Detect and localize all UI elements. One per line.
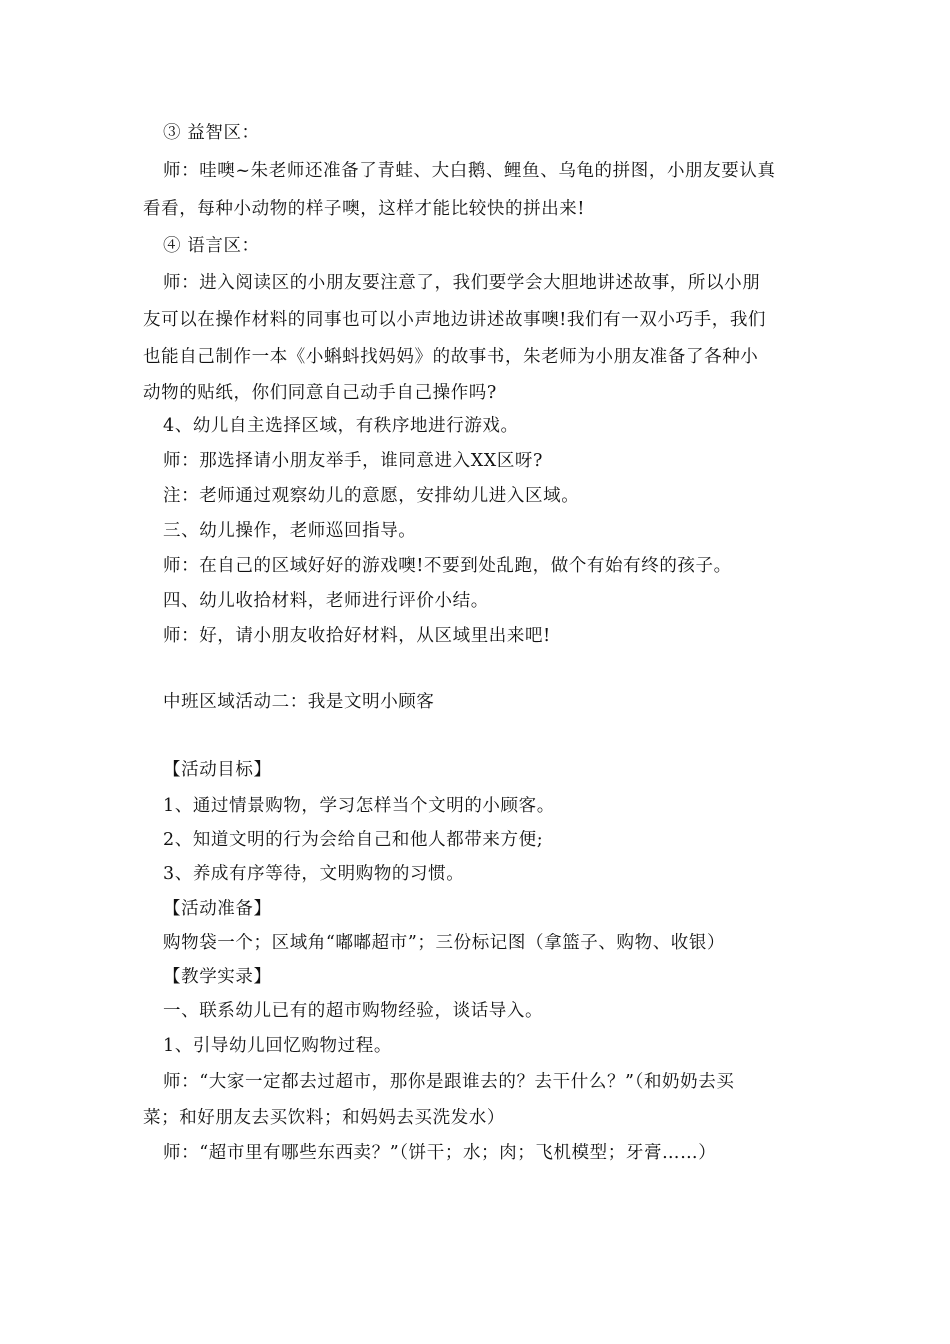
paragraph-line: 动物的贴纸，你们同意自己动手自己操作吗? bbox=[143, 383, 497, 403]
paragraph-line: 师：“超市里有哪些东西卖？”（饼干；水；肉；飞机模型；牙膏……） bbox=[163, 1143, 717, 1163]
section-heading-record: 【教学实录】 bbox=[163, 967, 272, 987]
paragraph-line: 三、幼儿操作，老师巡回指导。 bbox=[163, 521, 417, 541]
list-item: 2、知道文明的行为会给自己和他人都带来方便; bbox=[163, 830, 544, 850]
paragraph-line: 菜；和好朋友去买饮料；和妈妈去买洗发水） bbox=[143, 1108, 505, 1128]
paragraph-line: 注：老师通过观察幼儿的意愿，安排幼儿进入区域。 bbox=[163, 486, 580, 506]
list-item: 1、通过情景购物，学习怎样当个文明的小顾客。 bbox=[163, 796, 555, 816]
activity-title: 中班区域活动二：我是文明小顾客 bbox=[163, 692, 435, 712]
paragraph-line: 师：好，请小朋友收拾好材料，从区域里出来吧! bbox=[163, 626, 551, 646]
list-item: 1、引导幼儿回忆购物过程。 bbox=[163, 1036, 392, 1056]
section-heading-puzzle-area: ③ 益智区： bbox=[163, 123, 260, 143]
section-heading-language-area: ④ 语言区： bbox=[163, 236, 260, 256]
paragraph-line: 师：那选择请小朋友举手，谁同意进入XX区呀? bbox=[163, 451, 543, 471]
paragraph-line: 一、联系幼儿已有的超市购物经验，谈话导入。 bbox=[163, 1001, 544, 1021]
paragraph-line: 师：在自己的区域好好的游戏噢!不要到处乱跑，做个有始有终的孩子。 bbox=[163, 556, 732, 576]
section-heading-goals: 【活动目标】 bbox=[163, 760, 272, 780]
list-item: 3、养成有序等待，文明购物的习惯。 bbox=[163, 864, 465, 884]
paragraph-line: 4、幼儿自主选择区域，有秩序地进行游戏。 bbox=[163, 416, 519, 436]
paragraph-line: 师：哇噢~朱老师还准备了青蛙、大白鹅、鲤鱼、乌龟的拼图，小朋友要认真 bbox=[163, 161, 776, 181]
paragraph-line: 也能自己制作一本《小蝌蚪找妈妈》的故事书，朱老师为小朋友准备了各种小 bbox=[143, 347, 759, 367]
section-heading-preparation: 【活动准备】 bbox=[163, 899, 272, 919]
paragraph-line: 购物袋一个；区域角“嘟嘟超市”；三份标记图（拿篮子、购物、收银） bbox=[163, 933, 726, 953]
paragraph-line: 四、幼儿收拾材料，老师进行评价小结。 bbox=[163, 591, 489, 611]
paragraph-line: 师：“大家一定都去过超市，那你是跟谁去的？去干什么？”（和奶奶去买 bbox=[163, 1072, 735, 1092]
paragraph-line: 友可以在操作材料的同事也可以小声地边讲述故事噢!我们有一双小巧手，我们 bbox=[143, 310, 767, 330]
paragraph-line: 看看，每种小动物的样子噢，这样才能比较快的拼出来! bbox=[143, 199, 586, 219]
paragraph-line: 师：进入阅读区的小朋友要注意了，我们要学会大胆地讲述故事，所以小朋 bbox=[163, 273, 761, 293]
